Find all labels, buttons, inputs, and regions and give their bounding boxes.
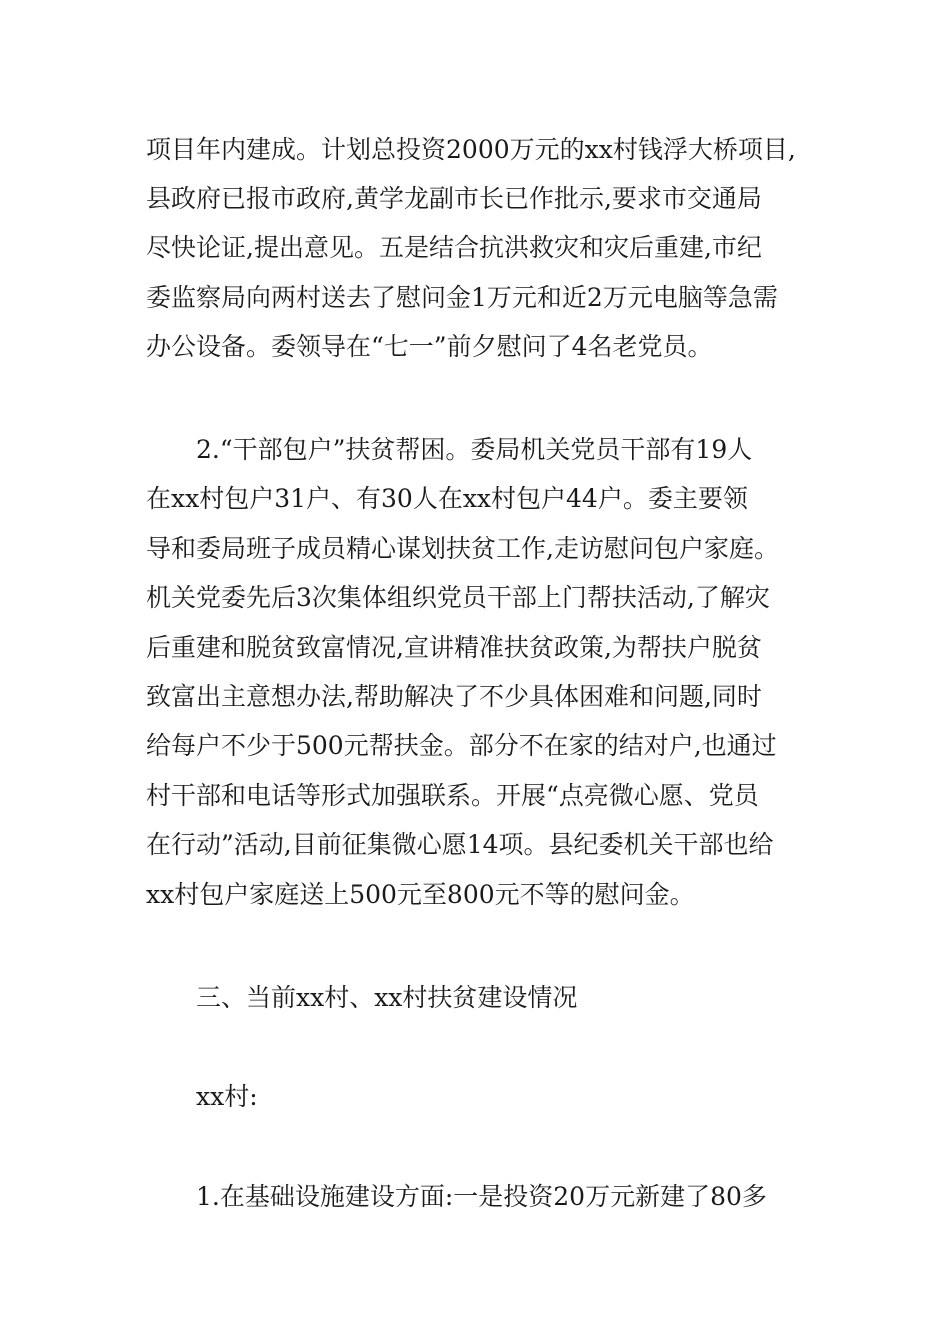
text-line: 2.“干部包户”扶贫帮困。委局机关党员干部有19人: [196, 435, 753, 464]
subheading-line: xx村:: [196, 1082, 258, 1111]
text-line: 村干部和电话等形式加强联系。开展“点亮微心愿、党员: [146, 781, 759, 810]
text-line: 委监察局向两村送去了慰问金1万元和近2万元电脑等急需: [146, 283, 778, 312]
text-line: 县政府已报市政府,黄学龙副市长已作批示,要求市交通局: [146, 184, 762, 213]
text-line: 在行动”活动,目前征集微心愿14项。县纪委机关干部也给: [146, 830, 774, 859]
text-line: 给每户不少于500元帮扶金。部分不在家的结对户,也通过: [146, 731, 777, 760]
text-line: 导和委局班子成员精心谋划扶贫工作,走访慰问包户家庭。: [146, 534, 779, 563]
text-line: 尽快论证,提出意见。五是结合抗洪救灾和灾后重建,市纪: [146, 233, 762, 262]
text-line: 项目年内建成。计划总投资2000万元的xx村钱浮大桥项目,: [146, 135, 796, 164]
text-line: 致富出主意想办法,帮助解决了不少具体困难和问题,同时: [146, 682, 762, 711]
text-line: 1.在基础设施建设方面:一是投资20万元新建了80多: [196, 1182, 767, 1211]
text-line: 后重建和脱贫致富情况,宣讲精准扶贫政策,为帮扶户脱贫: [146, 633, 762, 662]
text-line: 机关党委先后3次集体组织党员干部上门帮扶活动,了解灾: [146, 583, 770, 612]
text-line: xx村包户家庭送上500元至800元不等的慰问金。: [146, 880, 695, 909]
heading-line: 三、当前xx村、xx村扶贫建设情况: [196, 983, 578, 1012]
text-line: 办公设备。委领导在“七一”前夕慰问了4名老党员。: [146, 332, 713, 361]
text-line: 在xx村包户31户、有30人在xx村包户44户。委主要领: [146, 484, 748, 513]
